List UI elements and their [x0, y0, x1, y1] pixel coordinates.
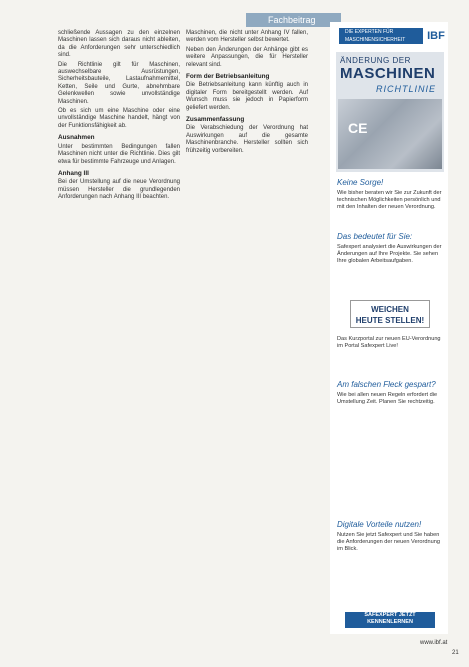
- col2-paragraph: Maschinen, die nicht unter Anhang IV fallen, werden vom Hersteller selbst bewertet.: [186, 30, 308, 44]
- weichen-line2: HEUTE STELLEN!: [355, 316, 425, 325]
- digital-heading: Digitale Vorteile nutzen!: [337, 520, 422, 529]
- col2-heading: Form der Betriebsanleitung: [186, 73, 270, 81]
- platz-text: Wie bei allen neuen Regeln erfordert die Umstellung Zeit. Planen Sie rechtzeitig.: [337, 392, 438, 405]
- weichen-text: Das Kurzportal zur neuen EU-Verordnung im Portal Safexpert Live!: [337, 336, 441, 349]
- ad-banner: DIE EXPERTEN FÜR MASCHINENSICHERHEIT: [339, 28, 423, 44]
- weichen-stellen-box: [350, 300, 430, 328]
- bedeutet-heading: Das bedeutet für Sie:: [337, 232, 413, 241]
- col1-paragraph: Ob es sich um eine Maschine oder eine unvollständige Maschine handelt, hängt von der Funktionsfähigkeit ab.: [58, 108, 180, 129]
- bedeutet-text: Safexpert analysiert die Auswirkungen der Änderungen auf Ihre Projekte. Sie sehen Ihre globalen Arbeitsaufgaben.: [337, 244, 442, 264]
- col1-paragraph: Unter bestimmten Bedingungen fallen Maschinen nicht unter die Richtlinie. Dies gilt etwa für bestimmte Fahrzeuge und Anlagen.: [58, 143, 180, 165]
- ad-title-line1: ÄNDERUNG DER: [340, 56, 411, 65]
- keine-sorge-heading: Keine Sorge!: [337, 178, 384, 187]
- ibf-logo: IBF: [427, 30, 445, 42]
- col2-paragraph: Neben den Änderungen der Anhänge gibt es weitere Anpassungen, die für Hersteller relevant sind.: [186, 46, 308, 68]
- website-url[interactable]: www.ibf.at: [420, 640, 448, 646]
- digital-text: Nutzen Sie jetzt Safexpert und Sie haben die Anforderungen der neuen Verordnung im Blick.: [337, 532, 440, 552]
- cta-button[interactable]: SAFEXPERT JETZT KENNENLERNEN: [345, 612, 435, 628]
- col2-paragraph: Die Betriebsanleitung kann künftig auch in digitaler Form bereitgestellt werden. Auf Wunsch muss sie jedoch in Papierform geliefert werden.: [186, 82, 308, 111]
- col1-paragraph: Bei der Umstellung auf die neue Verordnung müssen Hersteller die grundlegenden Anforderungen nach Anhang III beachten.: [58, 179, 180, 201]
- col1-heading: Anhang III: [58, 169, 89, 177]
- col1-paragraph: schließende Aussagen zu den einzelnen Maschinen lassen sich daraus nicht ableiten, da die Anforderungen sehr unterschiedlich sind.: [58, 30, 180, 59]
- page-number: 21: [452, 650, 459, 656]
- col1-heading: Ausnahmen: [58, 134, 95, 142]
- col2-paragraph: Die Verabschiedung der Verordnung hat Auswirkungen auf die gesamte Maschinenbranche. Hersteller sollten sich frühzeitig vorbereiten.: [186, 125, 308, 154]
- ad-title-line3: RICHTLINIE: [376, 84, 437, 94]
- ad-title-line2: MASCHINEN: [340, 65, 436, 82]
- ce-mark-icon: CE: [348, 120, 368, 136]
- keine-sorge-text: Wie bisher beraten wir Sie zur Zukunft der technischen Möglichkeiten persönlich und mit den Inhalten der neuen Verordnung.: [337, 190, 442, 210]
- weichen-line1: WEICHEN: [371, 305, 409, 314]
- section-label: Fachbeitrag: [246, 13, 341, 27]
- col1-paragraph: Die Richtlinie gilt für Maschinen, auswechselbare Ausrüstungen, Sicherheitsbauteile, Lastaufnahmemittel, Ketten, Seile und Gurte, abnehmbare Gelenkwellen sowie unvollständige Maschinen.: [58, 61, 180, 105]
- column-2: [186, 30, 308, 157]
- platz-heading: Am falschen Fleck gespart?: [337, 380, 436, 389]
- col2-heading: Zusammenfassung: [186, 116, 245, 124]
- column-1: [58, 30, 180, 204]
